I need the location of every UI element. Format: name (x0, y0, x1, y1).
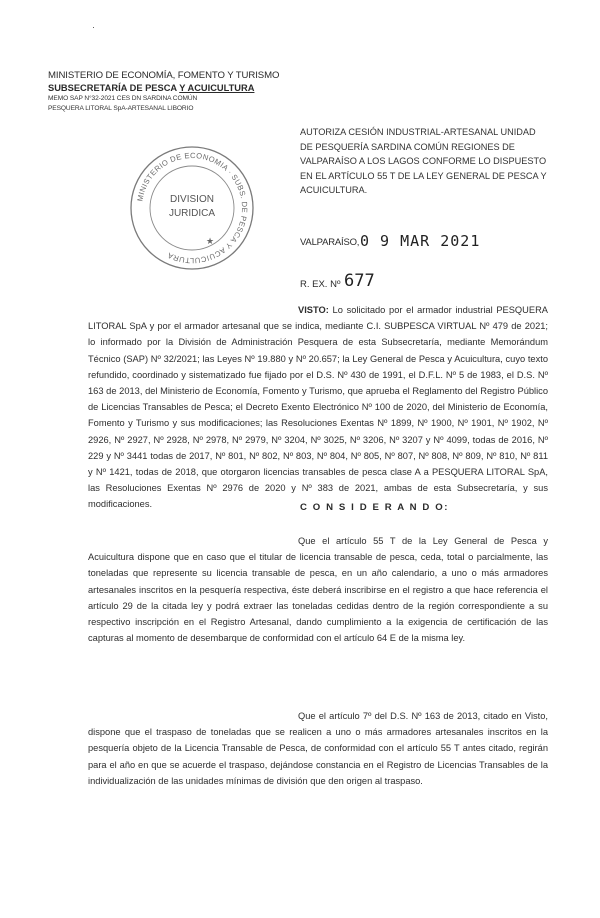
seal-star-icon: ★ (205, 237, 215, 247)
memo-reference: MEMO SAP N°32-2021 CES DN SARDINA COMÚN (48, 95, 198, 102)
ministry-name: MINISTERIO DE ECONOMÍA, FOMENTO Y TURISMO (48, 70, 280, 81)
company-reference: PESQUERA LITORAL SpA-ARTESANAL LIBORIO (48, 105, 194, 112)
resolution-label: R. EX. Nº (300, 279, 341, 290)
visto-lead: VISTO: (298, 305, 329, 315)
scan-mark: · (92, 22, 95, 32)
visto-text: Lo solicitado por el armador industrial PESQUERA LITORAL SpA y por el armador artesanal que se indica, mediante C.I. SUBPESCA VIRTUAL Nº 479 de 2021; lo informado por la División de Administración Pesquera de esta Subsecretaría, mediante Memorándum Técnico (SAP) Nº 32/2021; las Leyes Nº 19.880 y Nº 20.657; la Ley General de Pesca y Acuicultura, cuyo texto refundido, coordinado y sistematizado fue fijado por el D.S. Nº 430 de 1991, el D.F.L. Nº 5 de 1983, el D.S. Nº 163 de 2013, del Ministerio de Economía, Fomento y Turismo, que aprueba el Reglamento del Registro Público de Licencias Transables de Pesca; el Decreto Exento Electrónico Nº 100 de 2020, del Ministerio de Economía, Fomento y Turismo y sus modificaciones; las Resoluciones Exentas Nº 1899, Nº 1900, Nº 1901, Nº 1902, Nº 2926, Nº 2927, Nº 2928, Nº 2978, Nº 2979, Nº 3204, Nº 3025, Nº 3206, Nº 3207 y Nº 4099, todas de 2016, Nº 229 y Nº 3441 todas de 2017, Nº 801, Nº 802, Nº 803, Nº 804, Nº 805, Nº 807, Nº 808, Nº 809, Nº 810, Nº 811 y Nº 1421, todas de 2018, que otorgaron licencias transables de pesca clase A a PESQUERA LITORAL SpA, las Resoluciones Exentas Nº 2976 de 2020 y Nº 383 de 2021, ambas de esta Subsecretaría, y sus modificaciones. (88, 305, 548, 510)
subsecretaria-name (48, 82, 288, 94)
visto-paragraph (88, 302, 548, 513)
resolution-subject: AUTORIZA CESIÓN INDUSTRIAL-ARTESANAL UNIDAD DE PESQUERÍA SARDINA COMÚN REGIONES DE VALPARAÍSO A LOS LAGOS CONFORME LO DISPUESTO EN EL ARTÍCULO 55 T DE LA LEY GENERAL DE PESCA Y ACUICULTURA. (300, 127, 547, 195)
date-place-label: VALPARAÍSO, (300, 237, 360, 248)
letterhead (48, 70, 288, 114)
considerando-paragraph-2: Que el artículo 7º del D.S. Nº 163 de 2013, citado en Visto, dispone que el traspaso de toneladas que se realicen a uno o más armadores artesanales inscritos en la pesquería objeto de la Licencia Transable de Pesca, de conformidad con el artículo 55 T antes citado, regirán para el año en que se acuerde el traspaso, dejándose constancia en el Registro de Licencias Transables de la individualización de las unidades mínimas de división que den origen al traspaso. (88, 711, 548, 786)
seal-line-2: JURIDICA (168, 208, 216, 219)
resolution-number: 677 (344, 271, 375, 291)
subsecretaria-part-b: Y ACUICULTURA (179, 83, 255, 93)
juridica-seal (128, 144, 256, 272)
seal-line-1: DIVISION (170, 194, 214, 205)
considerando-title: C O N S I D E R A N D O: (300, 502, 450, 513)
date-stamp: 0 9 MAR 2021 (360, 232, 481, 250)
subsecretaria-part-a: SUBSECRETARÍA DE PESCA (48, 83, 180, 93)
seal-ring-text: MINISTERIO DE ECONOMIA · SUBS. DE PESCA Y ACUICULTURA (135, 150, 250, 266)
considerando-paragraph-1: Que el artículo 55 T de la Ley General de Pesca y Acuicultura dispone que en caso que el titular de licencia transable de pesca, ceda, total o parcialmente, las toneladas que represente su licencia transable de pesca, en un año calendario, a uno o más armadores artesanales inscritos en la pesquería respectiva, éste deberá inscribirse en el registro a que hace referencia el artículo 29 de la citada ley y podrá extraer las toneladas cedidas dentro de la región correspondiente a su respectivo inscripción en el Registro Artesanal, dando cumplimiento a la exigencia de certificación de las capturas al momento de desembarque de conformidad con el artículo 64 E de la misma ley. (88, 536, 548, 644)
